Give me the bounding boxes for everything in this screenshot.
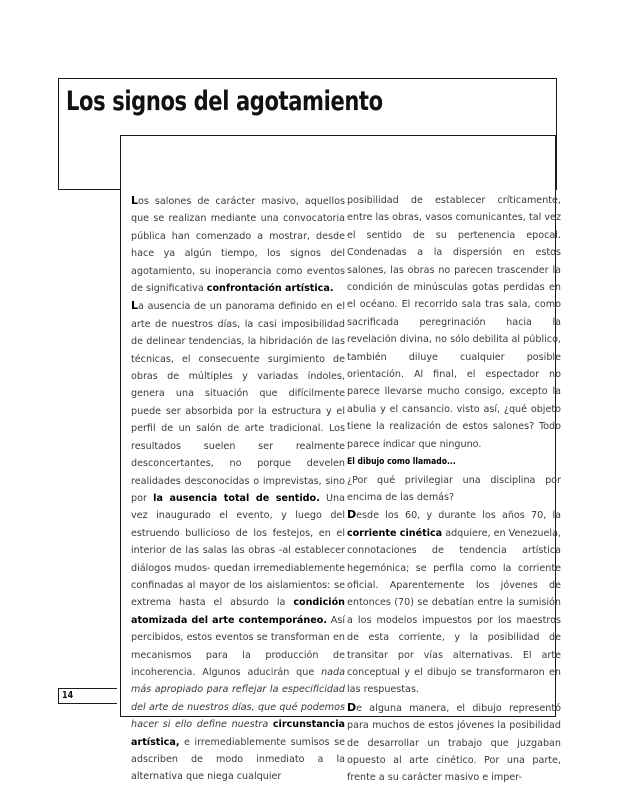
subheading: El dibujo como llamado... (347, 457, 456, 468)
paragraph-1 (131, 192, 345, 297)
page-number: 14 (62, 690, 74, 701)
dropcap: D (347, 700, 357, 714)
dropcap: D (347, 508, 357, 522)
bold-phrase: la ausencia total de sentido. (153, 492, 320, 504)
bold-phrase: condición atomizada del arte contemporáneo. (131, 597, 345, 626)
paragraph-3: posibilidad de establecer críticamente, entre las obras, vasos comunicantes, tal vez el sentido de su pertenencia epocal. Condenadas a la dispersión en estos salones, las obras no parecen trascender la condición de minúsculas gotas perdidas en el océano. El recorrido sala tras sala, como sacrificada peregrinación hacia la revelación divina, no sólo debilita al público, también diluye cualquier posible orientación. Al final, el espectador no parece llevarse mucho consigo, excepto la abulia y el cansancio. visto así, ¿qué objeto tiene la realización de estos salones? Todo parece indicar que ninguno. (347, 195, 561, 450)
paragraph-5 (347, 506, 561, 698)
italic-phrase: nada más apropiado para reflejar la especificidad del arte de nuestros días, que qué podemos hacer si ello define nuestra (131, 666, 345, 731)
text-run: Así percibidos, estos eventos se transforman en mecanismos para la producción de incoherencia. Algunos aducirán que (131, 614, 346, 678)
page-title: Los signos del agotamiento (66, 86, 383, 117)
dropcap: L (131, 194, 139, 207)
subheading-paragraph (347, 453, 561, 471)
paragraph-6 (347, 699, 561, 787)
bold-phrase: circunstancia artística, (131, 719, 345, 748)
text-run: os salones de carácter masivo, aquellos que se realizan mediante una convocatoria pública han comenzado a mostrar, desde hace ya algún tiempo, los signos del agotamiento, su inoperancia como eventos de significativa (131, 196, 345, 295)
bold-phrase: confrontación artística. (206, 283, 334, 295)
right-column (347, 192, 561, 787)
text-run: esde los 60, y durante los años 70, la (356, 510, 561, 522)
text-run: e irremediablemente sumisos se adscriben de modo inmediato a la alternativa que niega cualquier (131, 736, 345, 783)
text-run: e alguna manera, el dibujo representó para muchos de estos jóvenes la posibilidad de desarrollar un trabajo que juzgaban opuesto al arte cinético. Por una parte, frente a su carácter masivo e imper- (347, 702, 561, 784)
text-run: adquiere, en Venezuela, connotaciones de tendencia artística hegemónica; se perfila como la corriente oficial. Aparentemente los jóvenes de entonces (70) se debatían entre la sumisión a los modelos impuestos por los maestros de esta corriente, y la posibilidad de transitar por vías alternativas. El arte conceptual y el dibujo se transformaron en las respuestas. (347, 527, 561, 696)
paragraph-2 (131, 297, 345, 785)
text-run: Una vez inaugurado el evento, y luego del estruendo bullicioso de los festejos, en el interior de las salas las obras -al establecer diálogos mudos- quedan irremediablemente confinadas al mayor de los aislamientos: se extrema hasta el absurdo la (131, 492, 345, 609)
left-column (131, 192, 345, 786)
bold-phrase: corriente cinética (347, 527, 443, 539)
text-run: a ausencia de un panorama definido en el arte de nuestros días, la casi imposibilidad de delinear tendencias, la hibridación de las técnicas, el consecuente surgimiento de obras de múltiples y variadas índoles, genera una situación que difícilmente puede ser absorbida por la estructura y el perfil de un salón de arte tradicional. Los resultados suelen ser realmente desconcertantes, no porque develen realidades desconocidas o imprevistas, sino por (131, 301, 345, 504)
paragraph-4: ¿Por qué privilegiar una disciplina por encima de las demás? (347, 474, 561, 503)
dropcap: L (131, 299, 139, 313)
